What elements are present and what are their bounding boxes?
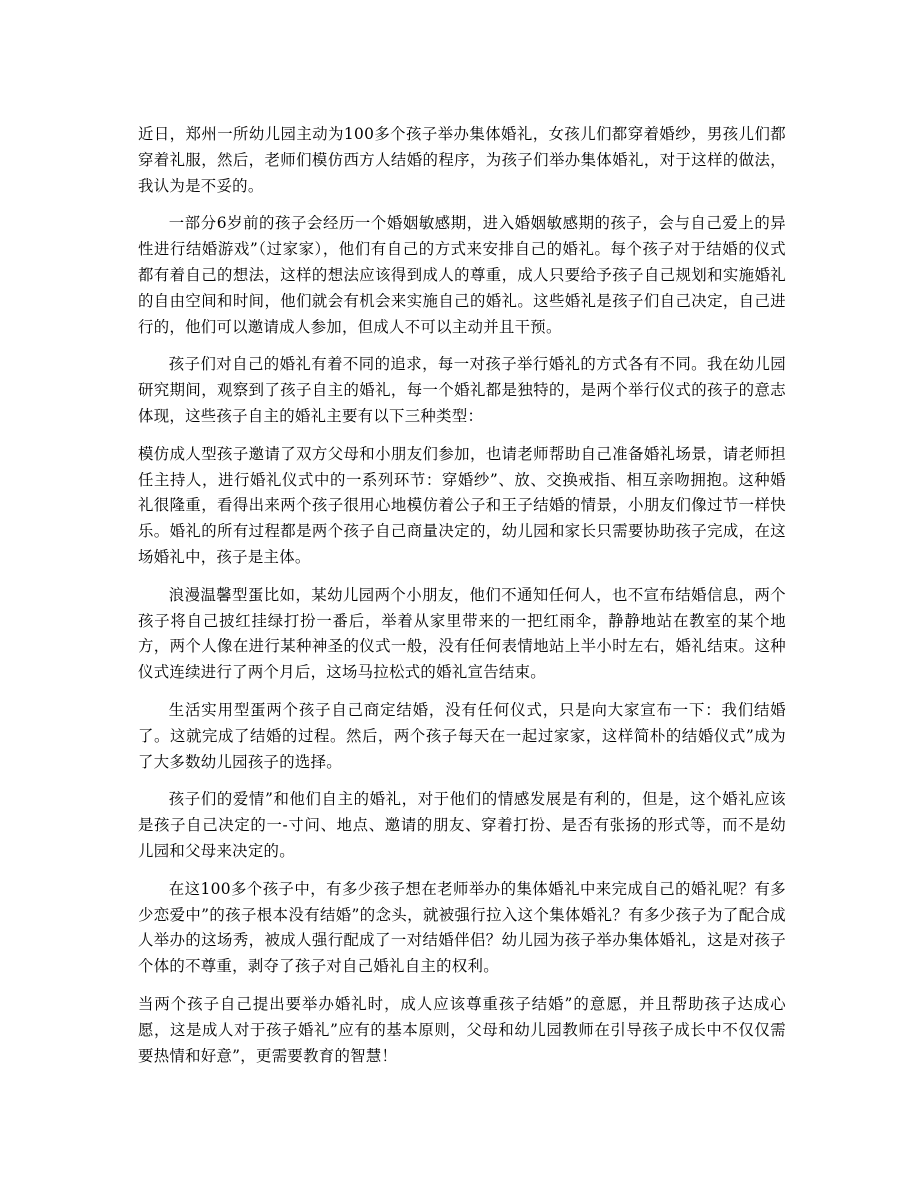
paragraph-6: 生活实用型蛋两个孩子自己商定结婚，没有任何仪式，只是向大家宣布一下：我们结婚了。这就完成了结婚的过程。然后，两个孩子每天在一起过家家，这样简朴的结婚仪式”成为了大多数幼儿园孩子的选择。: [138, 700, 786, 771]
paragraph-2: 一部分6岁前的孩子会经历一个婚姻敏感期，进入婚姻敏感期的孩子，会与自己爱上的异性进行结婚游戏”（过家家），他们有自己的方式来安排自己的婚礼。每个孩子对于结婚的仪式都有着自己的想法，这样的想法应该得到成人的尊重，成人只要给予孩子自己规划和实施婚礼的自由空间和时间，他们就会有机会来实施自己的婚礼。这些婚礼是孩子们自己决定，自己进行的，他们可以邀请成人参加，但成人不可以主动并且干预。: [138, 214, 786, 336]
paragraph-8: 在这100多个孩子中，有多少孩子想在老师举办的集体婚礼中来完成自己的婚礼呢？有多少恋爱中”的孩子根本没有结婚”的念头，就被强行拉入这个集体婚礼？有多少孩子为了配合成人举办的这场秀，被成人强行配成了一对结婚伴侣？幼儿园为孩子举办集体婚礼，这是对孩子个体的不尊重，剥夺了孩子对自己婚礼自主的权利。: [138, 879, 786, 976]
article-body: [138, 122, 786, 1081]
paragraph-3: 孩子们对自己的婚礼有着不同的追求，每一对孩子举行婚礼的方式各有不同。我在幼儿园研究期间，观察到了孩子自主的婚礼，每一个婚礼都是独特的，是两个举行仪式的孩子的意志体现，这些孩子自主的婚礼主要有以下三种类型：: [138, 355, 786, 425]
paragraph-4: 模仿成人型孩子邀请了双方父母和小朋友们参加，也请老师帮助自己准备婚礼场景，请老师担任主持人，进行婚礼仪式中的一系列环节：穿婚纱”、放、交换戒指、相互亲吻拥抱。这种婚礼很隆重，看得出来两个孩子很用心地模仿着公子和王子结婚的情景，小朋友们像过节一样快乐。婚礼的所有过程都是两个孩子自己商量决定的，幼儿园和家长只需要协助孩子完成，在这场婚礼中，孩子是主体。: [138, 444, 786, 566]
paragraph-1: 近日，郑州一所幼儿园主动为100多个孩子举办集体婚礼，女孩儿们都穿着婚纱，男孩儿们都穿着礼服，然后，老师们模仿西方人结婚的程序，为孩子们举办集体婚礼，对于这样的做法，我认为是不妥的。: [138, 125, 786, 195]
paragraph-5: 浪漫温馨型蛋比如，某幼儿园两个小朋友，他们不通知任何人，也不宣布结婚信息，两个孩子将自己披红挂绿打扮一番后，举着从家里带来的一把红雨伞，静静地站在教室的某个地方，两个人像在进行某种神圣的仪式一般，没有任何表情地站上半小时左右，婚礼结束。这种仪式连续进行了两个月后，这场马拉松式的婚礼宣告结束。: [138, 585, 786, 682]
paragraph-9: 当两个孩子自己提出要举办婚礼时，成人应该尊重孩子结婚”的意愿，并且帮助孩子达成心愿，这是成人对于孩子婚礼”应有的基本原则，父母和幼儿园教师在引导孩子成长中不仅仅需要热情和好意”，更需要教育的智慧！: [138, 994, 786, 1065]
paragraph-7: 孩子们的爱情”和他们自主的婚礼，对于他们的情感发展是有利的，但是，这个婚礼应该是孩子自己决定的一-寸问、地点、邀请的朋友、穿着打扮、是否有张扬的形式等，而不是幼儿园和父母来决定的。: [138, 790, 786, 860]
